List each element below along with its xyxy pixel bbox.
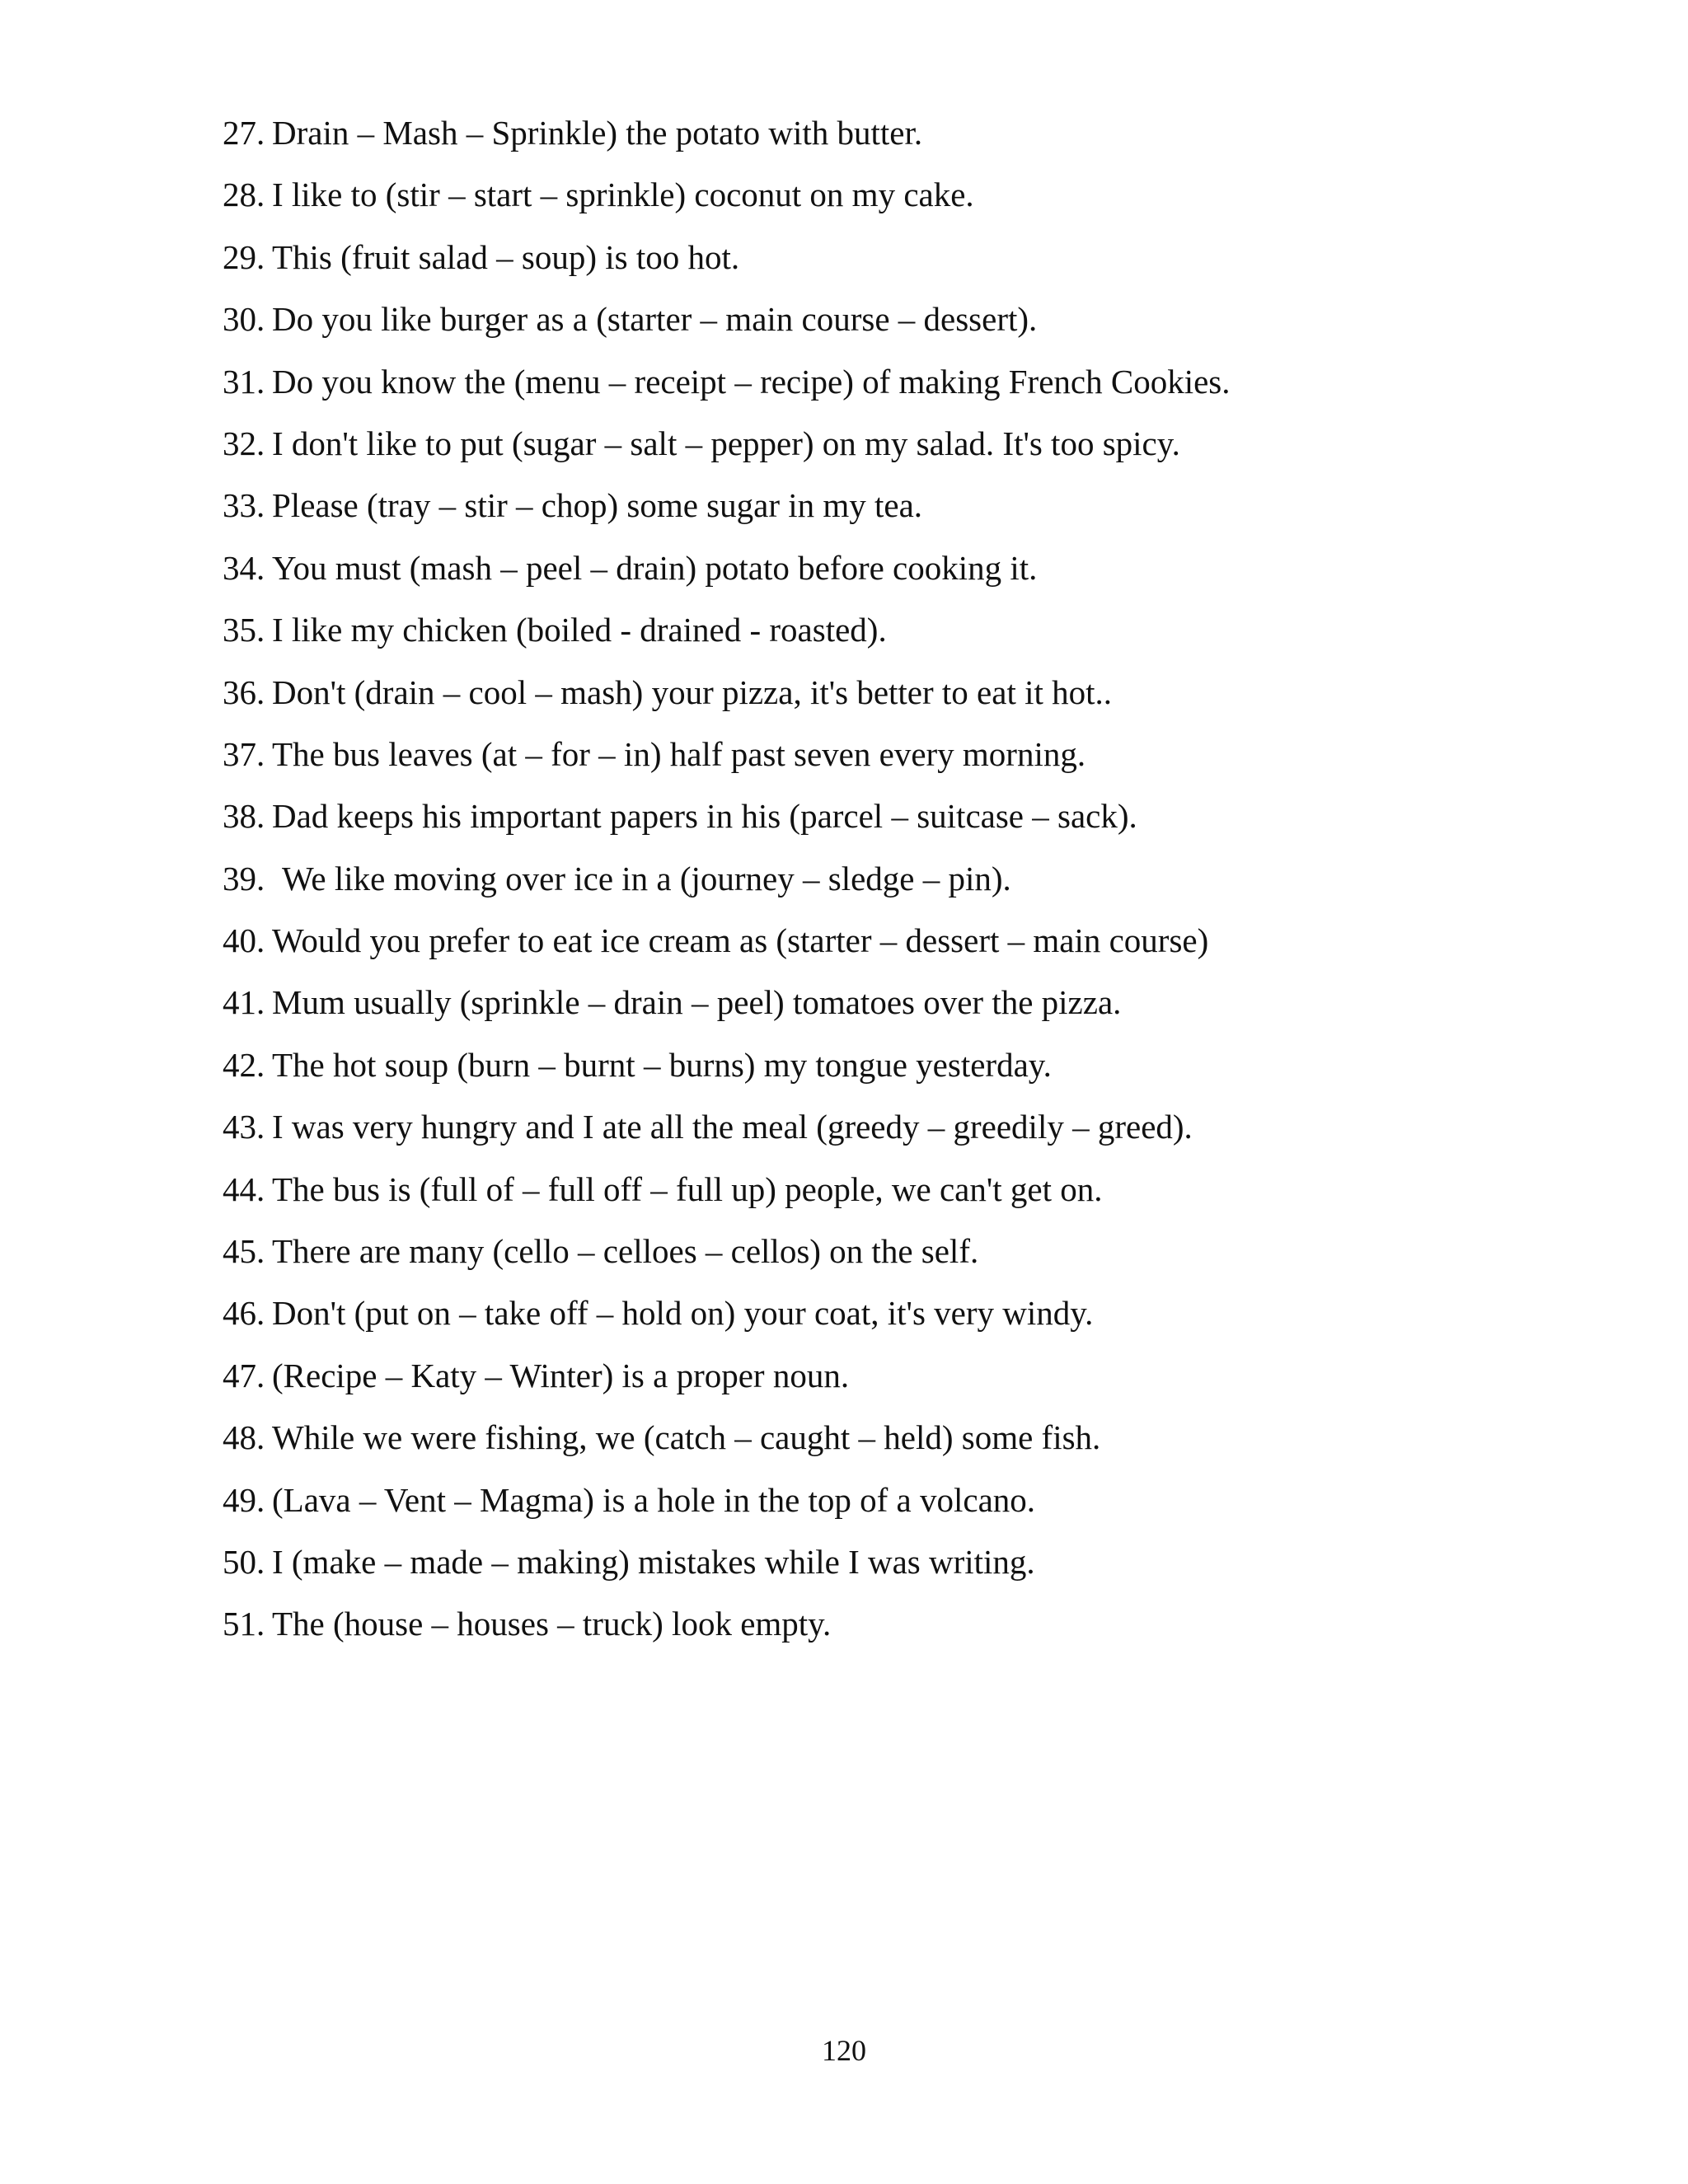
question-number: 45. [223,1232,265,1271]
page-number: 120 [822,2034,866,2067]
question-number: 42. [223,1045,265,1084]
question-item [223,731,1582,793]
question-text: Dad keeps his important papers in his (parcel – suitcase – sack). [272,797,1137,836]
question-text: Would you prefer to eat ice cream as (starter – dessert – main course) [272,921,1209,960]
question-number: 37. [223,734,265,773]
question-number: 46. [223,1294,265,1333]
question-item [223,545,1582,607]
question-text: Please (tray – stir – chop) some sugar in my tea. [272,486,923,525]
question-item [223,420,1582,482]
question-text: The (house – houses – truck) look empty. [272,1605,832,1643]
question-text: Do you like burger as a (starter – main course – dessert). [272,300,1038,339]
question-text: Drain – Mash – Sprinkle) the potato with butter. [272,114,923,152]
question-text: The hot soup (burn – burnt – burns) my tongue yesterday. [272,1045,1052,1084]
question-item [223,1352,1582,1414]
question-number: 49. [223,1480,265,1519]
question-number: 39. [223,859,265,898]
question-item [223,669,1582,731]
question-text: Mum usually (sprinkle – drain – peel) tomatoes over the pizza. [272,983,1122,1022]
question-item [223,359,1582,420]
question-number: 28. [223,176,265,214]
question-text: I was very hungry and I ate all the meal (greedy – greedily – greed). [272,1108,1193,1146]
question-item [223,1601,1582,1662]
question-number: 47. [223,1356,265,1394]
question-text: Do you know the (menu – receipt – recipe) of making French Cookies. [272,362,1231,401]
question-text: The bus leaves (at – for – in) half past seven every morning. [272,734,1086,773]
question-text: (Recipe – Katy – Winter) is a proper noun. [272,1356,850,1394]
question-text: Don't (put on – take off – hold on) your coat, it's very windy. [272,1294,1094,1333]
question-number: 40. [223,921,265,960]
question-number: 35. [223,611,265,649]
question-item [223,607,1582,668]
question-text: This (fruit salad – soup) is too hot. [272,237,740,276]
question-item [223,1104,1582,1165]
question-number: 31. [223,362,265,401]
question-item [223,793,1582,855]
question-text: You must (mash – peel – drain) potato before cooking it. [272,548,1038,587]
question-text: I (make – made – making) mistakes while I was writing. [272,1542,1035,1581]
question-text: We like moving over ice in a (journey – sledge – pin). [282,859,1011,898]
question-number: 32. [223,424,265,462]
question-item [223,1539,1582,1601]
question-text: The bus is (full of – full off – full up) people, we can't get on. [272,1169,1103,1208]
question-number: 48. [223,1418,265,1457]
question-text: I don't like to put (sugar – salt – pepper) on my salad. It's too spicy. [272,424,1180,462]
question-item [223,296,1582,358]
question-item [223,1290,1582,1352]
question-item [223,1042,1582,1104]
question-number: 41. [223,983,265,1022]
question-number: 51. [223,1605,265,1643]
question-item [223,1228,1582,1290]
question-number: 43. [223,1108,265,1146]
question-item [223,855,1582,917]
question-number: 44. [223,1169,265,1208]
question-number: 34. [223,548,265,587]
question-item [223,482,1582,544]
question-number: 29. [223,237,265,276]
question-text: There are many (cello – celloes – cellos) on the self. [272,1232,979,1271]
question-number: 27. [223,114,265,152]
question-number: 38. [223,797,265,836]
question-item [223,110,1582,171]
question-item [223,1477,1582,1539]
question-item [223,1166,1582,1228]
question-item [223,1414,1582,1476]
question-text: While we were fishing, we (catch – caught – held) some fish. [272,1418,1101,1457]
question-number: 50. [223,1542,265,1581]
question-item [223,917,1582,979]
question-list [223,110,1582,1663]
question-item [223,234,1582,296]
question-text: (Lava – Vent – Magma) is a hole in the top of a volcano. [272,1480,1036,1519]
question-item [223,171,1582,233]
question-number: 30. [223,300,265,339]
question-number: 33. [223,486,265,525]
question-text: I like my chicken (boiled - drained - roasted). [272,611,887,649]
question-item [223,979,1582,1041]
question-number: 36. [223,673,265,711]
question-text: Don't (drain – cool – mash) your pizza, it's better to eat it hot.. [272,673,1113,711]
question-text: I like to (stir – start – sprinkle) coconut on my cake. [272,176,974,214]
